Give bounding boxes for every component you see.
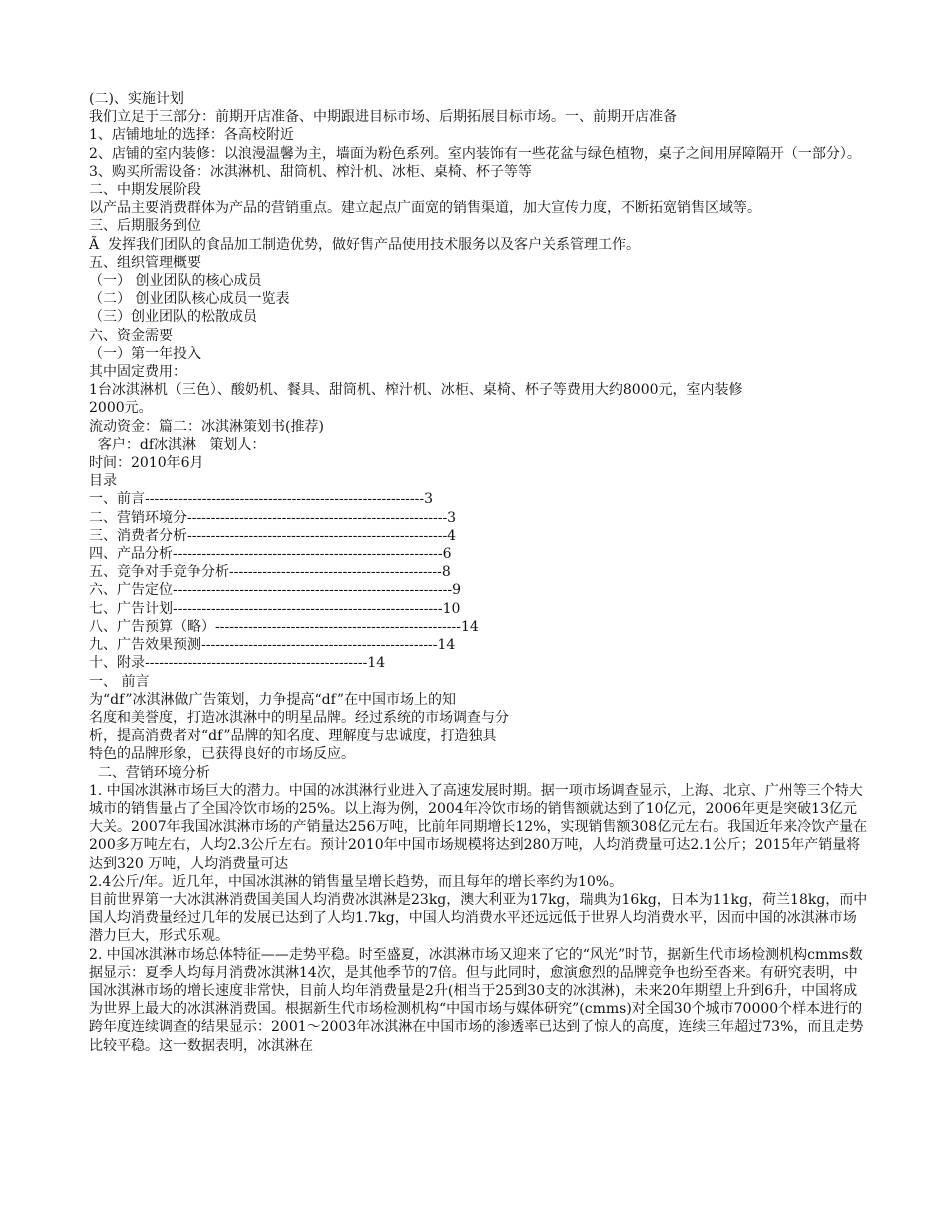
section-heading: 二、中期发展阶段 — [89, 182, 201, 199]
list-item: 2、店铺的室内装修：以浪漫温馨为主，墙面为粉色系列。室内装饰有一些花盆与绿色植物，桌子之间用屏障隔开（一部分）。 — [89, 145, 861, 162]
client-line: 客户：df冰淇淋 策划人： — [89, 436, 266, 453]
list-item: 1、店铺地址的选择：各高校附近 — [89, 127, 294, 144]
paragraph: 2.4公斤/年。近几年，中国冰淇淋的销售量呈增长趋势，而且每年的增长率约为10%。 — [89, 873, 624, 890]
date-line: 时间：2010年6月 — [89, 455, 204, 472]
section-heading-marketing: 二、营销环境分析 — [89, 764, 210, 781]
paragraph: 特色的品牌形象，已获得良好的市场反应。 — [89, 746, 355, 763]
toc-heading: 目录 — [89, 473, 117, 490]
list-item: （三）创业团队的松散成员 — [89, 309, 257, 326]
paragraph: 我们立足于三部分：前期开店准备、中期跟进目标市场、后期拓展目标市场。一、前期开店准备 — [89, 109, 677, 126]
toc-entry: 七、广告计划---------------------------------------------------------10 — [89, 600, 461, 617]
section-heading: 六、资金需要 — [89, 327, 173, 344]
paragraph: 1台冰淇淋机（三色）、酸奶机、餐具、甜筒机、榨汁机、冰柜、桌椅、杯子等费用大约8000元，室内装修 — [89, 382, 743, 399]
paragraph: 目前世界第一大冰淇淋消费国美国人均消费冰淇淋是23kg，澳大利亚为17kg，瑞典为16kg，日本为11kg，荷兰18kg，而中国人均消费量经过几年的发展已达到了人均1.7kg，中国人均消费水平还远远低于世界人均消费水平，因而中国的冰淇淋市场潜力巨大，形式乐观。 — [89, 891, 868, 945]
section-heading-implementation: (二)、实施计划 — [89, 91, 184, 107]
list-item: （二） 创业团队核心成员一览表 — [89, 291, 290, 308]
toc-entry: 五、竞争对手竞争分析---------------------------------------------8 — [89, 564, 451, 581]
list-item: （一）第一年投入 — [89, 345, 201, 362]
paragraph: 2. 中国冰淇淋市场总体特征——走势平稳。时至盛夏，冰淇淋市场又迎来了它的“风光”时节，据新生代市场检测机构cmms数据显示：夏季人均每月消费冰淇淋14次，是其他季节的7倍。但与此同时，愈演愈烈的品牌竞争也纷至沓来。有研究表明，中国冰淇淋市场的增长速度非常快，目前人均年消费量是2升(相当于25到30支的冰淇淋)，未来20年期望上升到6升，中国将成为世界上最大的冰淇淋消费国。根据新生代市场检测机构“中国市场与媒体研究”(cmms)对全国30个城市70000个样本进行的跨年度连续调查的结果显示：2001～2003年冰淇淋在中国市场的渗透率已达到了惊人的高度，连续三年超过73%，而且走势比较平稳。这一数据表明，冰淇淋在 — [89, 946, 864, 1054]
toc-entry: 一、前言-----------------------------------------------------------3 — [89, 491, 434, 508]
paragraph: 2000元。 — [89, 400, 153, 417]
toc-entry: 二、营销环境分-------------------------------------------------------3 — [89, 509, 457, 526]
paragraph: 名度和美誉度，打造冰淇淋中的明星品牌。经过系统的市场调查与分 — [89, 709, 509, 726]
paragraph: 析，提高消费者对“df”品牌的知名度、理解度与忠诚度，打造独具 — [89, 728, 497, 745]
toc-entry: 九、广告效果预测--------------------------------------------------14 — [89, 637, 456, 654]
toc-entry: 三、消费者分析-------------------------------------------------------4 — [89, 527, 457, 544]
list-item: 3、购买所需设备：冰淇淋机、甜筒机、榨汁机、冰柜、桌椅、杯子等等 — [89, 163, 532, 180]
section-heading: 五、组织管理概要 — [89, 254, 201, 271]
toc-entry: 四、产品分析---------------------------------------------------------6 — [89, 546, 452, 563]
paragraph: 以产品主要消费群体为产品的营销重点。建立起点广面宽的销售渠道，加大宣传力度，不断拓宽销售区域等。 — [89, 200, 761, 217]
paragraph: 流动资金：篇二：冰淇淋策划书(推荐) — [89, 418, 324, 435]
paragraph: 1. 中国冰淇淋市场巨大的潜力。中国的冰淇淋行业进入了高速发展时期。据一项市场调查显示，上海、北京、广州等三个特大城市的销售量占了全国冷饮市场的25%。以上海为例，2004年冷饮市场的销售额就达到了10亿元，2006年更是突破13亿元大关。2007年我国冰淇淋市场的产销量达256万吨，比前年同期增长12%，实现销售额308亿元左右。我国近年来冷饮产量在200多万吨左右，人均2.3公斤左右。预计2010年中国市场规模将达到280万吨，人均消费量可达2.1公斤；2015年产销量将达到320 万吨，人均消费量可达 — [89, 782, 868, 872]
paragraph: Ã 发挥我们团队的食品加工制造优势，做好售产品使用技术服务以及客户关系管理工作。 — [89, 236, 641, 253]
paragraph: 其中固定费用： — [89, 364, 187, 381]
section-heading-preface: 一、 前言 — [89, 673, 150, 690]
document-body — [89, 90, 869, 1055]
paragraph: 为“df”冰淇淋做广告策划，力争提高“df”在中国市场上的知 — [89, 691, 456, 708]
section-heading: 三、后期服务到位 — [89, 218, 201, 235]
toc-entry: 六、广告定位-----------------------------------------------------------9 — [89, 582, 462, 599]
toc-entry: 八、广告预算（略）----------------------------------------------------14 — [89, 618, 479, 635]
toc-entry: 十、附录-----------------------------------------------14 — [89, 655, 386, 672]
list-item: （一） 创业团队的核心成员 — [89, 273, 262, 290]
